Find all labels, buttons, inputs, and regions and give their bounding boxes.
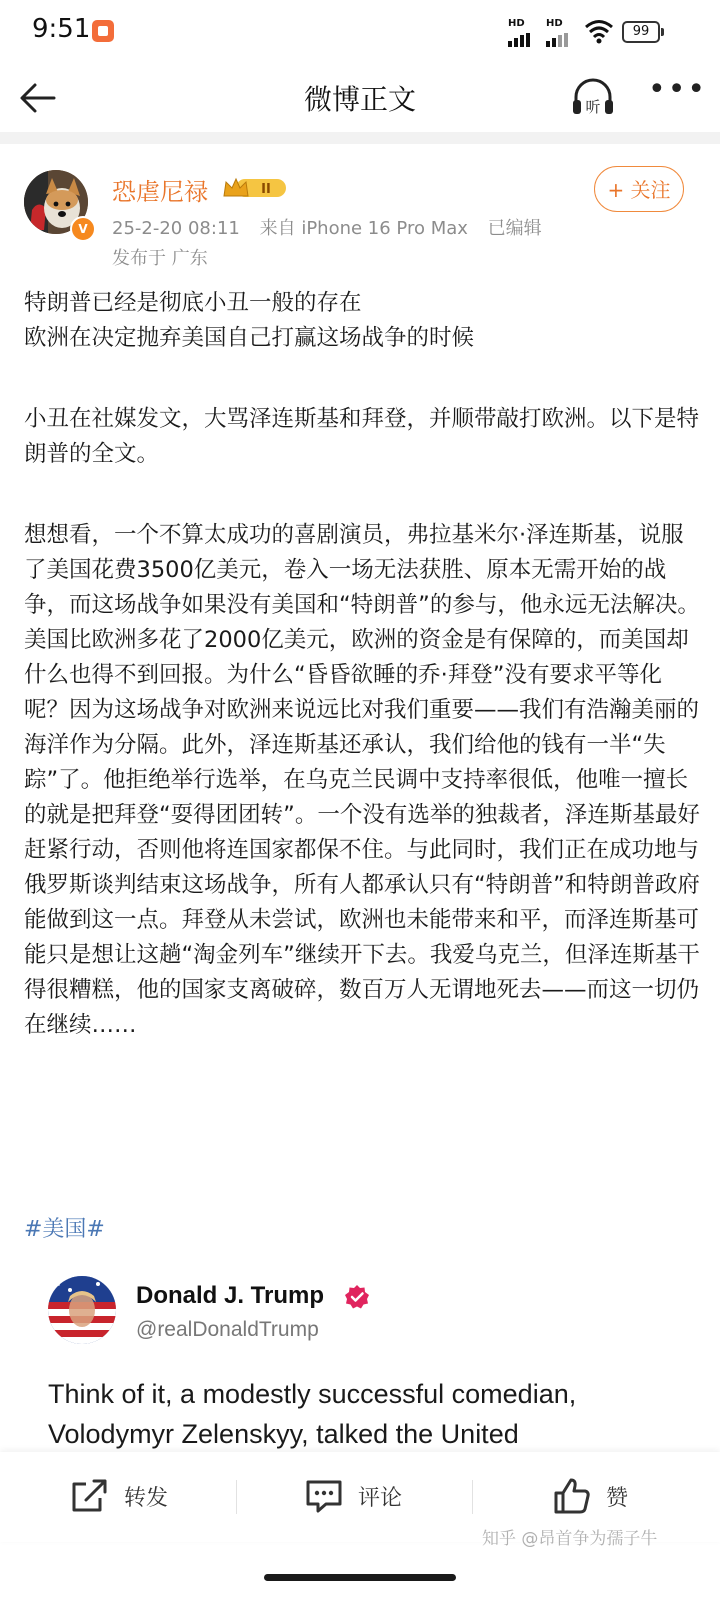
tweet-verified-icon <box>344 1284 370 1310</box>
notification-icon <box>92 20 114 42</box>
post-edited-label[interactable]: 已编辑 <box>487 218 542 239</box>
like-button[interactable] <box>552 1474 628 1518</box>
signal-hd-label-2: HD <box>546 18 563 29</box>
post-paragraph-1: 特朗普已经是彻底小丑一般的存在 欧洲在决定抛弃美国自己打赢这场战争的时候 <box>24 290 475 351</box>
tweet-author-name: Donald J. Trump <box>136 1282 325 1309</box>
signal-hd-label: HD <box>508 18 525 29</box>
post-timestamp: 25-2-20 08:11 <box>112 218 240 239</box>
repost-button[interactable] <box>70 1474 168 1518</box>
embedded-tweet-image[interactable] <box>22 1254 698 1454</box>
comment-icon <box>304 1476 344 1516</box>
author-name[interactable]: 恐虐尼禄 <box>112 178 208 206</box>
repost-icon <box>70 1476 110 1516</box>
action-separator <box>236 1480 237 1514</box>
more-options-icon[interactable]: ••• <box>648 72 708 107</box>
zhihu-watermark: 知乎 @昂首争为孺子牛 <box>482 1529 658 1549</box>
action-separator-2 <box>472 1480 473 1514</box>
signal-icon <box>508 18 542 42</box>
tweet-author-handle: @realDonaldTrump <box>136 1318 319 1341</box>
post-paragraph-2: 小丑在社媒发文，大骂泽连斯基和拜登，并顺带敲打欧洲。以下是特朗普的全文。 <box>24 406 700 467</box>
comment-label: 评论 <box>358 1485 403 1511</box>
battery-icon: 99 <box>622 21 660 43</box>
nav-bar <box>0 62 720 132</box>
tweet-avatar <box>48 1276 116 1344</box>
signal-icon-2 <box>546 18 580 42</box>
listen-headphones-icon[interactable] <box>570 74 616 120</box>
thumbs-up-icon <box>552 1476 592 1516</box>
comment-button[interactable] <box>304 1474 402 1518</box>
level-badge-label: II <box>261 182 271 197</box>
listen-label: 听 <box>585 98 601 116</box>
hashtag-link[interactable]: #美国# <box>24 1217 105 1242</box>
page-title: 微博正文 <box>303 83 416 116</box>
home-indicator[interactable] <box>264 1574 456 1581</box>
verified-v-badge: V <box>70 216 96 242</box>
like-label: 赞 <box>606 1485 629 1511</box>
member-crown-badge[interactable] <box>222 176 288 200</box>
repost-label: 转发 <box>124 1485 169 1511</box>
follow-button[interactable]: + 关注 <box>594 166 684 212</box>
post-location: 发布于 广东 <box>112 248 208 269</box>
post-paragraph-3: 想想看，一个不算太成功的喜剧演员，弗拉基米尔·泽连斯基，说服了美国花费3500亿美元，卷入一场无法获胜、原本无需开始的战争，而这场战争如果没有美国和“特朗普”的参与，他永远无法解决。美国比欧洲多花了2000亿美元，欧洲的资金是有保障的，而美国却什么也得不到回报。为什么“昏昏欲睡的乔·拜登”没有要求平等化呢？因为这场战争对欧洲来说远比对我们重要——我们有浩瀚美丽的海洋作为分隔。此外，泽连斯基还承认，我们给他的钱有一半“失踪”了。他拒绝举行选举，在乌克兰民调中支持率很低，他唯一擅长的就是把拜登“耍得团团转”。一个没有选举的独裁者，泽连斯基最好赶紧行动，否则他将连国家都保不住。与此同时，我们正在成功地与俄罗斯谈判结束这场战争，所有人都承认只有“特朗普”和特朗普政府能做到这一点。拜登从未尝试，欧洲也未能带来和平，而泽连斯基可能只是想让这趟“淘金列车”继续开下去。我爱乌克兰，但泽连斯基干得很糟糕，他的国家支离破碎，数百万人无谓地死去——而这一切仍在继续…… <box>24 522 700 1038</box>
post-meta <box>112 214 556 240</box>
section-divider <box>0 132 720 144</box>
status-time: 9:51 <box>32 14 91 44</box>
tweet-text: Think of it, a modestly successful comedian, Volodymyr Zelenskyy, talked the United <box>48 1379 577 1449</box>
post-source: 来自 iPhone 16 Pro Max <box>259 218 468 239</box>
status-bar <box>0 0 720 62</box>
wifi-icon <box>584 18 614 44</box>
